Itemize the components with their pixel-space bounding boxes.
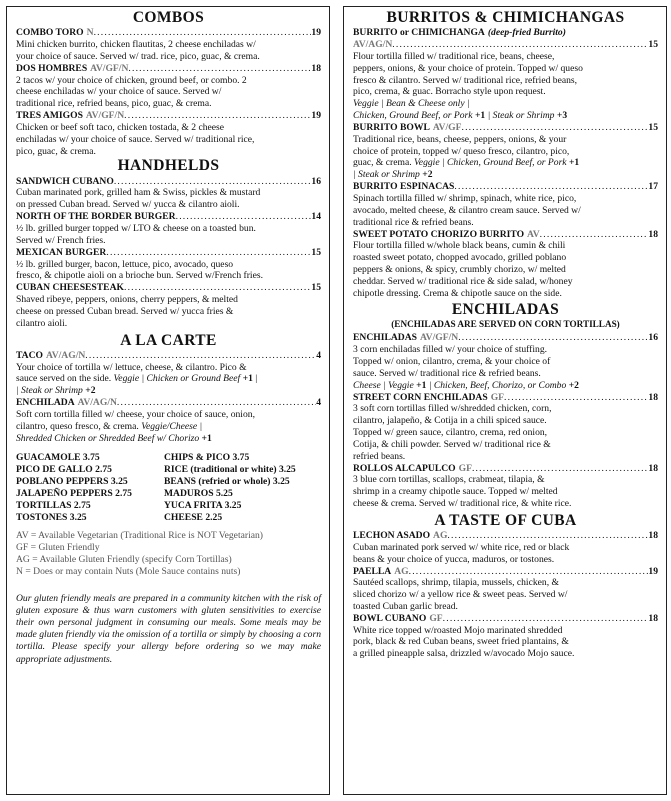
legend-line: AV = Available Vegetarian (Traditional Rice is NOT Vegetarian): [16, 529, 263, 541]
item-desc-line: cheese & crema. Served w/ traditional rice, & white rice.: [353, 497, 572, 509]
menu-item-burrito-chimichanga: [353, 27, 658, 122]
item-desc-line: Topped w/ onion, cilantro, crema, & your choice of: [353, 355, 551, 367]
item-option: Cheese | Veggie: [353, 379, 414, 391]
item-desc-line: Cotija, & chili powder. Served w/ traditional rice &: [353, 438, 551, 450]
side-item: YUCA FRITA 3.25: [164, 499, 242, 511]
item-name: ENCHILADAS: [353, 332, 417, 344]
item-option: Veggie/Cheese |: [141, 420, 203, 432]
item-desc-line: cilantro, queso fresco, & crema.: [16, 420, 139, 432]
item-tags: AV/GF: [432, 121, 462, 133]
item-price: 17: [648, 181, 658, 193]
item-desc-line: 2 tacos w/ your choice of chicken, ground beef, or combo. 2: [16, 74, 247, 86]
menu-item-lechon-asado: [353, 530, 658, 566]
item-desc-line: enchiladas w/ your choice of sauce. Served w/ traditional rice,: [16, 133, 255, 145]
item-price: 15: [648, 39, 658, 51]
item-option-price: +1: [416, 379, 427, 391]
item-desc-line: cilantro aioli.: [16, 317, 68, 329]
menu-item-burrito-espinacas: [353, 181, 658, 228]
item-name: DOS HOMBRES: [16, 62, 88, 74]
item-desc-line: your choice of sauce. Served w/ trad. rice, pico, guac, & crema.: [16, 50, 260, 62]
legend-line: AG = Available Gluten Friendly (specify Corn Tortillas): [16, 554, 232, 566]
side-item: GUACAMOLE 3.75: [16, 452, 100, 464]
combos-heading: COMBOS: [132, 9, 205, 26]
item-desc-line: sauce served on the side.: [16, 373, 112, 385]
item-option: Veggie | Bean & Cheese only |: [353, 98, 470, 110]
item-desc-line: Shaved ribeye, peppers, onions, cherry peppers, & melted: [16, 294, 238, 306]
side-item: CHEESE 2.25: [164, 511, 223, 523]
item-option: Veggie | Chicken, Ground Beef, or Pork: [414, 157, 567, 169]
menu-item-tres-amigos: [16, 110, 321, 157]
item-desc-line: peppers & onions, & spicy, crumbly chorizo, w/ melted: [353, 263, 566, 275]
burritos-heading: BURRITOS & CHIMICHANGAS: [386, 9, 625, 26]
item-option-price: +1: [242, 373, 253, 385]
taste-of-cuba-heading: A TASTE OF CUBA: [434, 511, 577, 529]
item-price: 15: [311, 282, 321, 294]
item-desc-line: Chicken or beef soft taco, chicken tostada, & 2 cheese: [16, 121, 225, 133]
right-menu-panel: [343, 6, 667, 795]
item-name: MEXICAN BURGER: [16, 246, 107, 258]
menu-item-taco: TACO AV/AG/N ..... 4 Your choice of tortilla w/ lettuce, cheese, & cilantro. Pico & sauce served on the side. Veggie | Chicken or Ground Beef +1 | | Steak or Shrimp +2: [16, 350, 321, 397]
item-desc-line: White rice topped w/roasted Mojo marinated shredded: [353, 624, 563, 636]
item-name: SANDWICH CUBANO: [16, 175, 114, 187]
item-price: 19: [311, 27, 321, 39]
item-desc-line: ½ lb. grilled burger topped w/ LTO & cheese on a toasted bun.: [16, 222, 256, 234]
item-price: 18: [648, 391, 658, 403]
item-desc-line: pico, guac, & crema.: [16, 145, 96, 157]
item-desc-line: Flour tortilla filled w/whole black beans, cumin & chili: [353, 240, 566, 252]
item-price: 15: [648, 121, 658, 133]
item-desc-line: cheese on pressed Cuban bread. Served w/ yucca fries &: [16, 305, 234, 317]
item-option: | Steak or Shrimp: [16, 385, 83, 397]
item-tags: AV/AG/N: [46, 349, 86, 361]
item-desc-line: Sautéed scallops, shrimp, tilapia, mussels, chicken, &: [353, 577, 559, 589]
item-tags: AV: [527, 228, 540, 240]
item-desc-line: traditional rice, refried beans, pico, guac, & crema.: [16, 98, 212, 110]
item-desc-line: 3 corn enchiladas filled w/ your choice of stuffing.: [353, 344, 548, 356]
item-desc-line: Mini chicken burrito, chicken flautitas, 2 cheese enchiladas w/: [16, 39, 256, 50]
item-desc-line: on pressed Cuban bread. Served w/ yucca & cilantro aioli.: [16, 199, 240, 211]
item-desc-line: choice of protein, topped w/ queso fresco, cilantro, pico,: [353, 145, 570, 157]
item-price: 4: [316, 397, 321, 409]
item-tags: GF: [458, 462, 472, 474]
item-price: 19: [648, 565, 658, 577]
side-item: JALAPEÑO PEPPERS 2.75: [16, 488, 132, 500]
item-tags: AV/GF/N: [85, 110, 125, 122]
item-option-price: +2: [422, 169, 433, 181]
item-desc-line: Spinach tortilla filled w/ shrimp, spinach, white rice, pico,: [353, 192, 577, 204]
item-tags: AV/AG/N: [77, 397, 117, 409]
item-desc-line: cheddar. Served w/ traditional rice & side salad, w/honey: [353, 275, 573, 287]
item-price: 18: [648, 612, 658, 624]
legend-line: N = Does or may contain Nuts (Mole Sauce contains nuts): [16, 566, 241, 578]
side-item: POBLANO PEPPERS 3.25: [16, 476, 128, 488]
item-tags: AV/AG/N: [353, 39, 393, 51]
item-option: Shredded Chicken or Shredded Beef w/ Chorizo: [16, 432, 200, 444]
item-desc-line: fresco, & chipotle aioli on a brioche bun. Served w/French fries.: [16, 270, 263, 282]
menu-item-dos-hombres: [16, 63, 321, 110]
menu-item-sweet-potato-chorizo-burrito: [353, 228, 658, 299]
item-option: Veggie | Chicken or Ground Beef: [113, 373, 241, 385]
enchiladas-heading: ENCHILADAS: [451, 301, 560, 319]
item-option-price: +1: [474, 109, 486, 121]
left-menu-panel: [6, 6, 330, 795]
item-desc-line: Your choice of tortilla w/ lettuce, cheese, & cilantro. Pico &: [16, 361, 247, 373]
item-name: PAELLA: [353, 565, 392, 577]
item-name: BURRITO ESPINACAS: [353, 181, 455, 193]
side-item: CHIPS & PICO 3.75: [164, 452, 250, 464]
item-tags: AV/GF/N: [90, 62, 129, 74]
item-desc-line: cilantro, jalapeño, & Cotija in a chili spiced sauce.: [353, 415, 547, 427]
item-tags: AG: [433, 529, 448, 541]
item-desc-line: shrimp in a creamy chipotle sauce. Topped w/ melted: [353, 486, 558, 498]
item-desc-line: Traditional rice, beans, cheese, peppers, onions, & your: [353, 133, 567, 145]
item-tags: N: [86, 27, 94, 39]
item-price: 16: [311, 175, 321, 187]
item-desc-line: toasted Cuban garlic bread.: [353, 600, 458, 612]
item-subtitle: (deep-fried Burrito): [487, 27, 566, 39]
item-name: ENCHILADA: [16, 397, 75, 409]
item-desc-line: Served w/ French fries.: [16, 234, 106, 246]
item-desc-line: roasted sweet potato, chopped avocado, grilled poblano: [353, 252, 567, 264]
item-price: 18: [648, 529, 658, 541]
item-desc-line: pork, black & red Cuban beans, sweet fried plantains, &: [353, 636, 569, 648]
item-desc-line: Soft corn tortilla filled w/ cheese, your choice of sauce, onion,: [16, 408, 255, 420]
side-item: TORTILLAS 2.75: [16, 499, 91, 511]
side-item: MADUROS 5.25: [164, 488, 233, 500]
item-tags: GF: [429, 612, 443, 624]
item-desc-line: beans & your choice of yucca, maduros, or tostones.: [353, 553, 555, 565]
enchiladas-subtitle: (ENCHILADAS ARE SERVED ON CORN TORTILLAS): [391, 319, 620, 330]
item-desc-line: cheese enchiladas w/ your choice of sauce. Served w/: [16, 86, 222, 98]
item-desc-line: a grilled pineapple salsa, drizzled w/avocado Mojo sauce.: [353, 648, 575, 660]
item-desc-line: Topped w/ green sauce, cilantro, crema, red onion,: [353, 426, 548, 438]
dietary-legend: [16, 530, 321, 579]
item-name: SWEET POTATO CHORIZO BURRITO: [353, 228, 525, 240]
item-name: BOWL CUBANO: [353, 612, 427, 624]
item-desc-line: peppers, onions, & your choice of protein. Topped w/ queso: [353, 62, 583, 74]
menu-item-sandwich-cubano: [16, 175, 321, 211]
item-desc-line: 3 soft corn tortillas filled w/shredded chicken, corn,: [353, 403, 552, 415]
menu-item-bowl-cubano: [353, 613, 658, 660]
item-price: 18: [648, 462, 658, 474]
item-option: Chicken, Ground Beef, or Pork: [353, 109, 473, 121]
side-item: BEANS (refried or whole) 3.25: [164, 476, 290, 488]
item-desc-line: fresco & cilantro. Served w/ traditional rice, refried beans,: [353, 74, 578, 86]
item-option-price: +2: [568, 379, 579, 391]
menu-item-burrito-bowl: [353, 122, 658, 181]
menu-item-north-of-the-border-burger: [16, 211, 321, 247]
item-option: | Steak or Shrimp: [487, 109, 555, 121]
item-name: BURRITO BOWL: [353, 121, 430, 133]
item-desc-line: chipotle dressing. Crema & chipotle sauce on the side.: [353, 287, 562, 299]
menu-item-mexican-burger: [16, 247, 321, 283]
item-option-price: +3: [556, 109, 568, 121]
item-name: NORTH OF THE BORDER BURGER: [16, 211, 176, 223]
item-desc-line: avocado, melted cheese, & cilantro cream sauce. Served w/: [353, 204, 581, 216]
item-name: TACO: [16, 349, 44, 361]
item-price: 18: [311, 62, 321, 74]
side-item: TOSTONES 3.25: [16, 511, 87, 523]
a-la-carte-heading: A LA CARTE: [120, 331, 217, 349]
item-name: TRES AMIGOS: [16, 110, 83, 122]
menu-item-enchiladas: [353, 332, 658, 391]
item-tags: GF: [490, 391, 505, 403]
menu-item-street-corn-enchiladas: [353, 391, 658, 462]
item-name: LECHON ASADO: [353, 529, 431, 541]
gluten-disclaimer: Our gluten friendly meals are prepared in a community kitchen with the risk of gluten exposure & thus warn customers with gluten sensitivities to exercise their own personal judgment in consuming our meals. Some meals may be made gluten friendly via the omission of a tortilla or simply by choosing a corn tortilla. Please specify your allergy before ordering so we may make appropriate adjustments.: [16, 592, 321, 665]
item-desc-line: traditional rice & refried beans.: [353, 216, 474, 228]
item-price: 19: [311, 110, 321, 122]
item-price: 14: [311, 211, 321, 223]
item-desc-line: guac, & crema.: [353, 157, 412, 169]
menu-item-paella: [353, 565, 658, 612]
item-option: | Steak or Shrimp: [353, 169, 420, 181]
item-desc-line: Cuban marinated pork served w/ white rice, red or black: [353, 541, 570, 553]
item-price: 15: [311, 246, 321, 258]
sides-list: [16, 452, 321, 523]
menu-item-cuban-cheesesteak: [16, 282, 321, 329]
item-option: | Chicken, Beef, Chorizo, or Combo: [428, 379, 567, 391]
item-option-price: +1: [568, 157, 580, 169]
menu-item-enchilada: [16, 397, 321, 444]
item-desc-line: pico, crema, & guac. Borracho style upon request.: [353, 86, 546, 98]
side-item: PICO DE GALLO 2.75: [16, 464, 112, 476]
item-desc-line: sliced chorizo w/ a yellow rice & sweet peas. Served w/: [353, 589, 568, 601]
item-name: STREET CORN ENCHILADAS: [353, 391, 488, 403]
item-desc-line: sauce. Served w/ traditional rice & refried beans.: [353, 367, 541, 379]
item-name: ROLLOS ALCAPULCO: [353, 462, 456, 474]
item-name: COMBO TORO: [16, 27, 84, 39]
item-price: 4: [316, 349, 321, 361]
item-name: BURRITO or CHIMICHANGA: [353, 27, 485, 39]
item-option-price: +1: [201, 432, 212, 444]
item-desc-line: Cuban marinated pork, grilled ham & Swiss, pickles & mustard: [16, 187, 261, 199]
item-price: 18: [648, 228, 658, 240]
item-desc-line: 3 blue corn tortillas, scallops, crabmeat, tilapia, &: [353, 474, 545, 486]
side-item: RICE (traditional or white) 3.25: [164, 464, 296, 476]
item-price: 16: [648, 332, 658, 344]
item-tags: AV/GF/N: [419, 332, 459, 344]
item-name: CUBAN CHEESESTEAK: [16, 282, 124, 294]
menu-item-combo-toro: [16, 27, 321, 63]
item-desc-line: refried beans.: [353, 450, 406, 462]
item-tags: AG: [394, 565, 409, 577]
menu-item-rollos-alcapulco: [353, 462, 658, 509]
item-desc-line: Flour tortilla filled w/ traditional rice, beans, cheese,: [353, 51, 555, 62]
handhelds-heading: HANDHELDS: [117, 157, 220, 175]
legend-line: GF = Gluten Friendly: [16, 541, 100, 553]
item-desc-line: ½ lb. grilled burger, bacon, lettuce, pico, avocado, queso: [16, 258, 234, 270]
item-option-price: +2: [85, 385, 96, 397]
